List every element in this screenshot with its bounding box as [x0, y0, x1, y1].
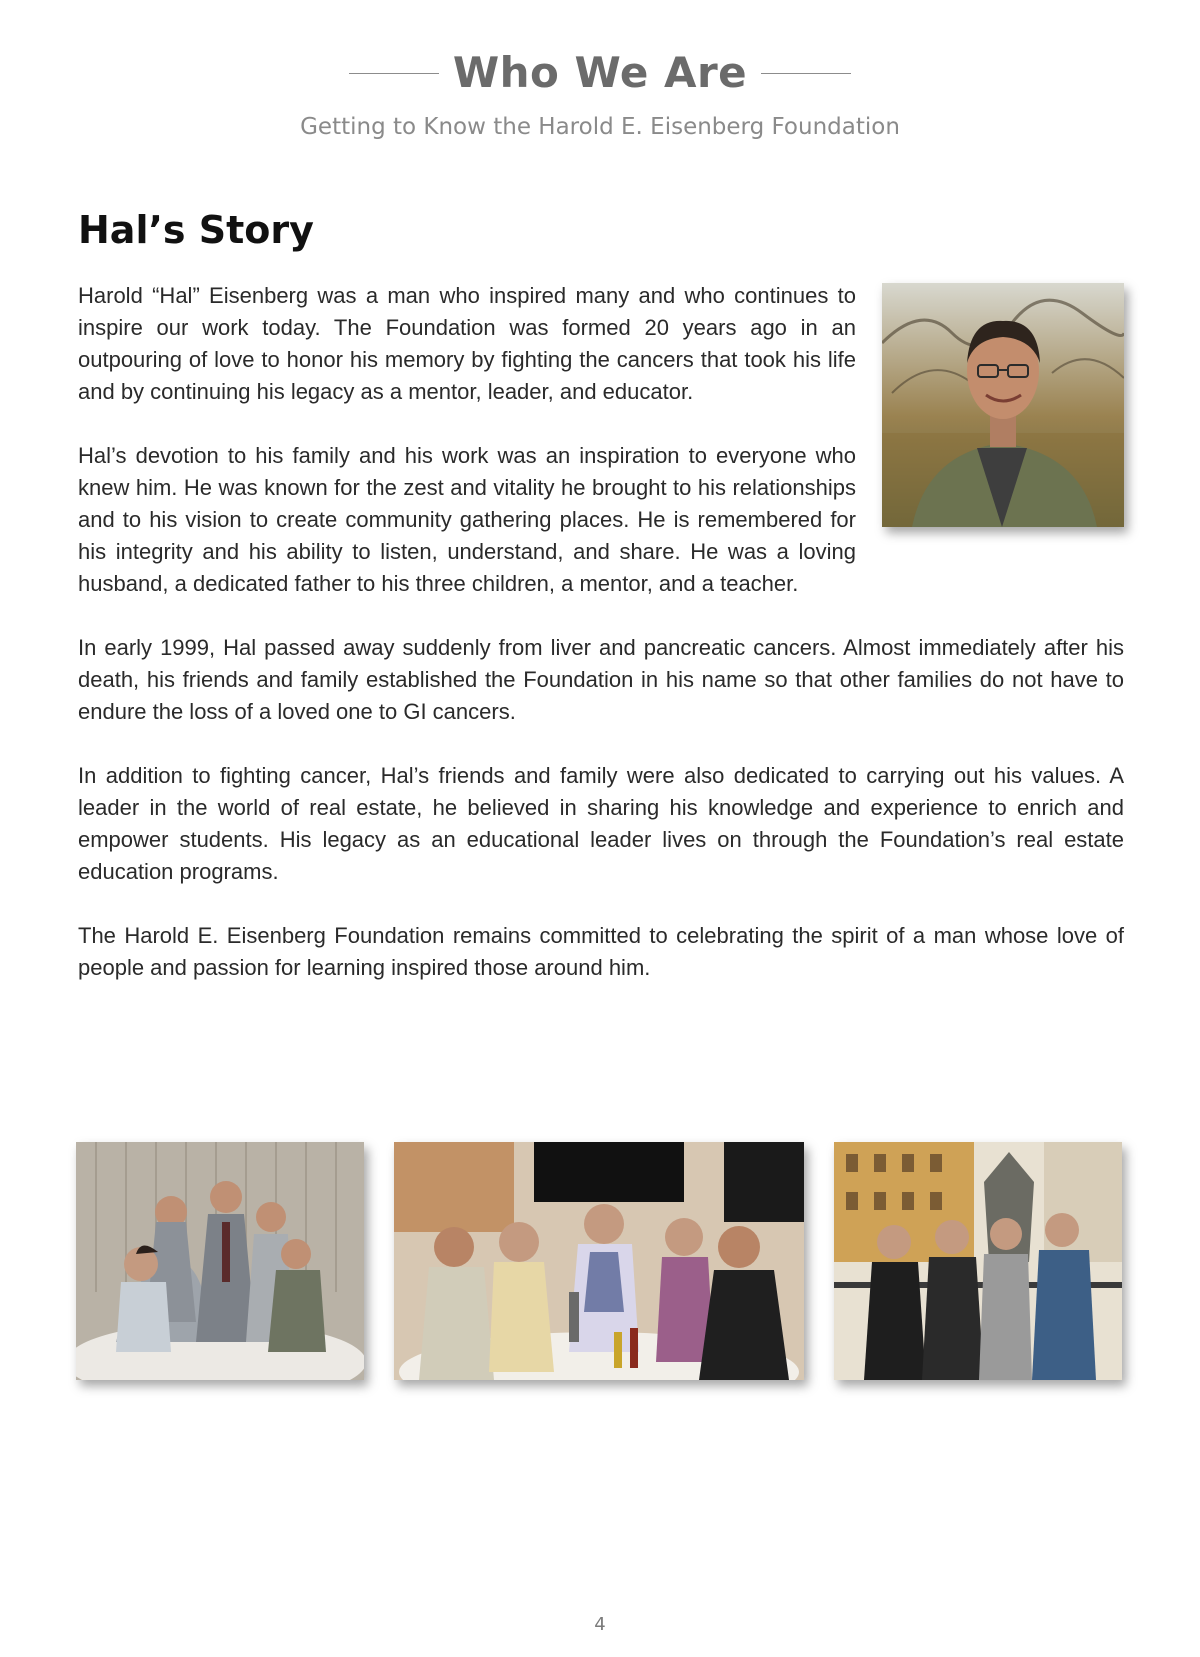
title-row	[0, 48, 1200, 97]
family-photo-restaurant-image	[394, 1142, 804, 1380]
family-photo-dinner-image	[76, 1142, 364, 1380]
story-paragraph-4: In addition to fighting cancer, Hal’s friends and family were also dedicated to carrying out his values. A leader in the world of real estate, he believed in sharing his knowledge and experience to enrich and empower students. His legacy as an educational leader lives on through the Foundation’s real estate education programs.	[78, 763, 1124, 884]
section-heading: Hal’s Story	[78, 208, 314, 252]
family-photo-dinner	[76, 1142, 364, 1380]
title-rule-left	[349, 73, 439, 74]
story-paragraph-1: Harold “Hal” Eisenberg was a man who inspired many and who continues to inspire our work today. The Foundation was formed 20 years ago in an outpouring of love to honor his memory by fighting the cancers that took his life and by continuing his legacy as a mentor, leader, and educator.	[78, 283, 856, 404]
story-content	[78, 280, 1124, 1016]
family-photo-travel-image	[834, 1142, 1122, 1380]
story-paragraph-2: Hal’s devotion to his family and his work was an inspiration to everyone who knew him. He was known for the zest and vitality he brought to his relationships and to his vision to create community gathering places. He is remembered for his integrity and his ability to listen, understand, and share. He was a loving husband, a dedicated father to his three children, a mentor, and a teacher.	[78, 443, 856, 596]
portrait-image	[882, 283, 1124, 527]
page-subtitle: Getting to Know the Harold E. Eisenberg Foundation	[300, 114, 900, 140]
page-title: Who We Are	[452, 48, 748, 97]
page-number: 4	[594, 1614, 606, 1635]
story-paragraph-5: The Harold E. Eisenberg Foundation remains committed to celebrating the spirit of a man whose love of people and passion for learning inspired those around him.	[78, 923, 1124, 980]
family-photo-restaurant	[394, 1142, 804, 1380]
story-paragraph-3: In early 1999, Hal passed away suddenly from liver and pancreatic cancers. Almost immediately after his death, his friends and family established the Foundation in his name so that other families do not have to endure the loss of a loved one to GI cancers.	[78, 635, 1124, 724]
family-photo-travel	[834, 1142, 1122, 1380]
title-rule-right	[761, 73, 851, 74]
portrait-photo	[882, 283, 1124, 527]
page-header	[0, 48, 1200, 140]
